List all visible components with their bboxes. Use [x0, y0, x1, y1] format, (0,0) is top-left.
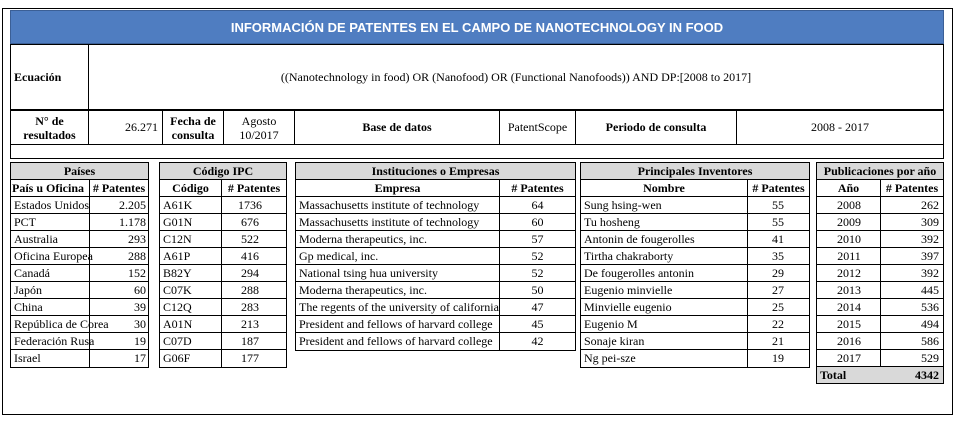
country-value: 39	[134, 299, 146, 314]
period-label: Periodo de consulta	[605, 120, 707, 134]
countries-table	[10, 162, 149, 368]
institution-name: President and fellows of harvard college	[299, 316, 493, 331]
year-value: 536	[921, 299, 939, 314]
year-name: 2014	[837, 299, 861, 314]
year-row	[817, 248, 943, 265]
institution-name: Massachusetts institute of technology	[299, 197, 480, 212]
inventor-value: 25	[772, 299, 784, 314]
ipc-value: 283	[241, 299, 259, 314]
inventors-col-name: Nombre	[643, 180, 685, 195]
ipc-name: A61K	[163, 197, 193, 212]
year-name: 2013	[837, 282, 861, 297]
results-label	[11, 111, 88, 144]
ipc-row	[160, 265, 286, 282]
country-value: 288	[128, 248, 146, 263]
inventor-row	[581, 265, 809, 282]
inventor-value: 41	[772, 231, 784, 246]
country-value: 30	[134, 316, 146, 331]
country-row	[11, 248, 148, 265]
ipc-name: B82Y	[163, 265, 192, 280]
year-name: 2012	[837, 265, 861, 280]
year-value: 309	[921, 214, 939, 229]
institution-value: 64	[531, 197, 544, 212]
date-value-line1: Agosto	[241, 113, 277, 128]
ipc-row	[160, 282, 286, 299]
date-value	[224, 111, 294, 144]
equation-label: Ecuación	[14, 69, 62, 84]
institution-value: 50	[531, 282, 544, 297]
country-name: República de Corea	[14, 316, 109, 331]
inventor-value: 55	[772, 197, 784, 212]
country-value: 152	[128, 265, 146, 280]
ipc-value: 288	[241, 282, 259, 297]
database-label: Base de datos	[362, 120, 432, 134]
page-title: INFORMACIÓN DE PATENTES EN EL CAMPO DE NANOTECHNOLOGY IN FOOD	[10, 10, 944, 44]
year-name: 2016	[837, 333, 861, 348]
inventor-value: 55	[772, 214, 784, 229]
ipc-col-count: # Patentes	[227, 180, 281, 195]
institutions-col-count: # Patentes	[511, 180, 564, 195]
inventor-row	[581, 214, 809, 231]
country-name: Israel	[14, 351, 41, 365]
institution-value: 52	[531, 265, 544, 280]
inventor-name: Eugenio minvielle	[584, 282, 673, 297]
ipc-value: 177	[241, 351, 259, 365]
year-row	[817, 333, 943, 350]
inventor-name: Eugenio M	[584, 316, 638, 331]
country-name: Oficina Europea	[14, 248, 93, 263]
inventor-value: 22	[772, 316, 784, 331]
year-row	[817, 316, 943, 333]
publications-col-year: Año	[837, 180, 860, 195]
year-value: 445	[921, 282, 939, 297]
institution-value: 57	[531, 231, 544, 246]
inventor-name: Antonin de fougerolles	[584, 231, 695, 246]
inventor-name: Sung hsing-wen	[584, 197, 662, 212]
inventor-row	[581, 350, 809, 367]
ipc-row	[160, 214, 286, 231]
date-label-line2: consulta	[171, 127, 215, 142]
institution-value: 45	[531, 316, 544, 331]
countries-col-count: # Patentes	[92, 180, 146, 195]
info-row	[10, 110, 944, 145]
countries-header: Países	[11, 163, 148, 180]
publications-header: Publicaciones por año	[817, 163, 943, 180]
country-row	[11, 316, 148, 333]
inventor-value: 29	[772, 265, 784, 280]
inventor-name: Tirtha chakraborty	[584, 248, 674, 263]
institutions-subheader	[296, 180, 575, 197]
countries-col-name: País u Oficina	[12, 180, 85, 195]
ipc-name: G06F	[163, 351, 191, 365]
country-row	[11, 197, 148, 214]
inventor-value: 27	[772, 282, 784, 297]
year-name: 2008	[837, 197, 861, 212]
ipc-row	[160, 299, 286, 316]
country-value: 2.205	[119, 197, 146, 212]
publications-total-label: Total	[820, 367, 847, 382]
institution-row	[296, 316, 575, 333]
year-name: 2010	[837, 231, 861, 246]
inventor-row	[581, 231, 809, 248]
inventor-name: Sonaje kiran	[584, 333, 645, 348]
institution-value: 60	[531, 214, 544, 229]
period-value: 2008 - 2017	[811, 120, 869, 134]
institution-row	[296, 265, 575, 282]
year-row	[817, 231, 943, 248]
inventors-table	[580, 162, 810, 368]
institution-name: The regents of the university of california	[299, 299, 499, 314]
country-value: 293	[128, 231, 146, 246]
spacer-row	[10, 145, 944, 159]
inventor-name: Minvielle eugenio	[584, 299, 672, 314]
institutions-col-company: Empresa	[374, 180, 421, 195]
date-value-line2: 10/2017	[239, 127, 279, 142]
inventor-row	[581, 333, 809, 350]
institution-row	[296, 282, 575, 299]
ipc-value: 294	[241, 265, 259, 280]
institution-value: 42	[531, 334, 544, 348]
inventor-row	[581, 282, 809, 299]
ipc-subheader	[160, 180, 286, 197]
country-row	[11, 299, 148, 316]
inventor-value: 19	[772, 351, 784, 365]
publications-col-count: # Patentes	[885, 180, 939, 195]
database-value: PatentScope	[507, 120, 568, 134]
ipc-value: 522	[241, 231, 259, 246]
ipc-name: A61P	[163, 248, 191, 263]
inventors-col-count: # Patentes	[752, 180, 805, 195]
institution-name: Moderna therapeutics, inc.	[299, 231, 427, 246]
inventor-row	[581, 316, 809, 333]
country-name: China	[14, 299, 43, 314]
year-value: 397	[921, 248, 939, 263]
inventors-subheader	[581, 180, 809, 197]
year-value: 392	[921, 231, 939, 246]
institution-name: President and fellows of harvard college	[299, 334, 493, 348]
institution-row	[296, 333, 575, 350]
ipc-value: 416	[241, 248, 259, 263]
inventor-value: 21	[772, 333, 784, 348]
year-value: 392	[921, 265, 939, 280]
country-name: Japón	[14, 282, 42, 297]
country-row	[11, 282, 148, 299]
institution-row	[296, 248, 575, 265]
institution-name: Gp medical, inc.	[299, 248, 379, 263]
year-name: 2011	[837, 248, 861, 263]
institution-row	[296, 197, 575, 214]
institution-name: Moderna therapeutics, inc.	[299, 282, 427, 297]
ipc-name: C12N	[163, 231, 192, 246]
institution-row	[296, 299, 575, 316]
ipc-table	[159, 162, 287, 368]
publications-total-row	[817, 366, 943, 383]
ipc-name: G01N	[163, 214, 193, 229]
year-row	[817, 299, 943, 316]
year-value: 262	[921, 197, 939, 212]
inventor-row	[581, 197, 809, 214]
country-value: 17	[134, 351, 146, 365]
country-value: 19	[134, 333, 146, 348]
institution-row	[296, 214, 575, 231]
ipc-header: Código IPC	[160, 163, 286, 180]
ipc-value: 187	[241, 333, 259, 348]
country-name: PCT	[14, 214, 37, 229]
inventor-row	[581, 248, 809, 265]
ipc-name: C07D	[163, 333, 192, 348]
year-value: 529	[921, 351, 939, 365]
country-row	[11, 265, 148, 282]
ipc-row	[160, 316, 286, 333]
ipc-row	[160, 231, 286, 248]
country-value: 60	[134, 282, 146, 297]
results-value: 26.271	[125, 120, 158, 134]
equation-value: ((Nanotechnology in food) OR (Nanofood) OR (Functional Nanofoods)) AND DP:[2008 to 2017]	[280, 69, 752, 84]
inventor-name: Tu hosheng	[584, 214, 640, 229]
ipc-value: 676	[241, 214, 259, 229]
date-label-line1: Fecha de	[170, 113, 216, 128]
year-row	[817, 350, 943, 367]
ipc-value: 213	[241, 316, 259, 331]
institution-value: 52	[531, 248, 544, 263]
year-value: 494	[921, 316, 939, 331]
country-name: Australia	[14, 231, 58, 246]
ipc-name: A01N	[163, 316, 193, 331]
results-label-line2: resultados	[23, 127, 76, 142]
ipc-name: C12Q	[163, 299, 192, 314]
country-value: 1.178	[119, 214, 146, 229]
inventor-name: Ng pei-sze	[584, 351, 636, 365]
institutions-header: Instituciones o Empresas	[296, 163, 575, 180]
results-label-line1: N° de	[35, 113, 64, 128]
ipc-name: C07K	[163, 282, 192, 297]
year-name: 2009	[837, 214, 861, 229]
country-row	[11, 214, 148, 231]
country-row	[11, 231, 148, 248]
ipc-row	[160, 248, 286, 265]
countries-subheader	[11, 180, 148, 197]
ipc-row	[160, 333, 286, 350]
equation-box	[10, 44, 944, 110]
inventor-name: De fougerolles antonin	[584, 265, 694, 280]
institution-name: Massachusetts institute of technology	[299, 214, 480, 229]
year-name: 2017	[837, 351, 861, 365]
year-row	[817, 197, 943, 214]
ipc-value: 1736	[238, 197, 262, 212]
year-name: 2015	[837, 316, 861, 331]
year-row	[817, 282, 943, 299]
country-name: Estados Unidos	[14, 197, 89, 212]
country-row	[11, 350, 148, 367]
ipc-col-code: Código	[172, 180, 209, 195]
ipc-row	[160, 350, 286, 367]
publications-table	[816, 162, 944, 384]
country-name: Canadá	[14, 265, 50, 280]
year-row	[817, 214, 943, 231]
institution-name: National tsing hua university	[299, 265, 438, 280]
year-value: 586	[921, 333, 939, 348]
ipc-row	[160, 197, 286, 214]
country-row	[11, 333, 148, 350]
publications-subheader	[817, 180, 943, 197]
inventors-header: Principales Inventores	[581, 163, 809, 180]
inventor-row	[581, 299, 809, 316]
year-row	[817, 265, 943, 282]
institution-row	[296, 231, 575, 248]
publications-total-value: 4342	[915, 367, 939, 382]
country-name: Federación Rusa	[14, 333, 95, 348]
institution-value: 47	[531, 299, 544, 314]
inventor-value: 35	[772, 248, 784, 263]
institutions-table	[295, 162, 576, 351]
date-label	[163, 111, 223, 144]
